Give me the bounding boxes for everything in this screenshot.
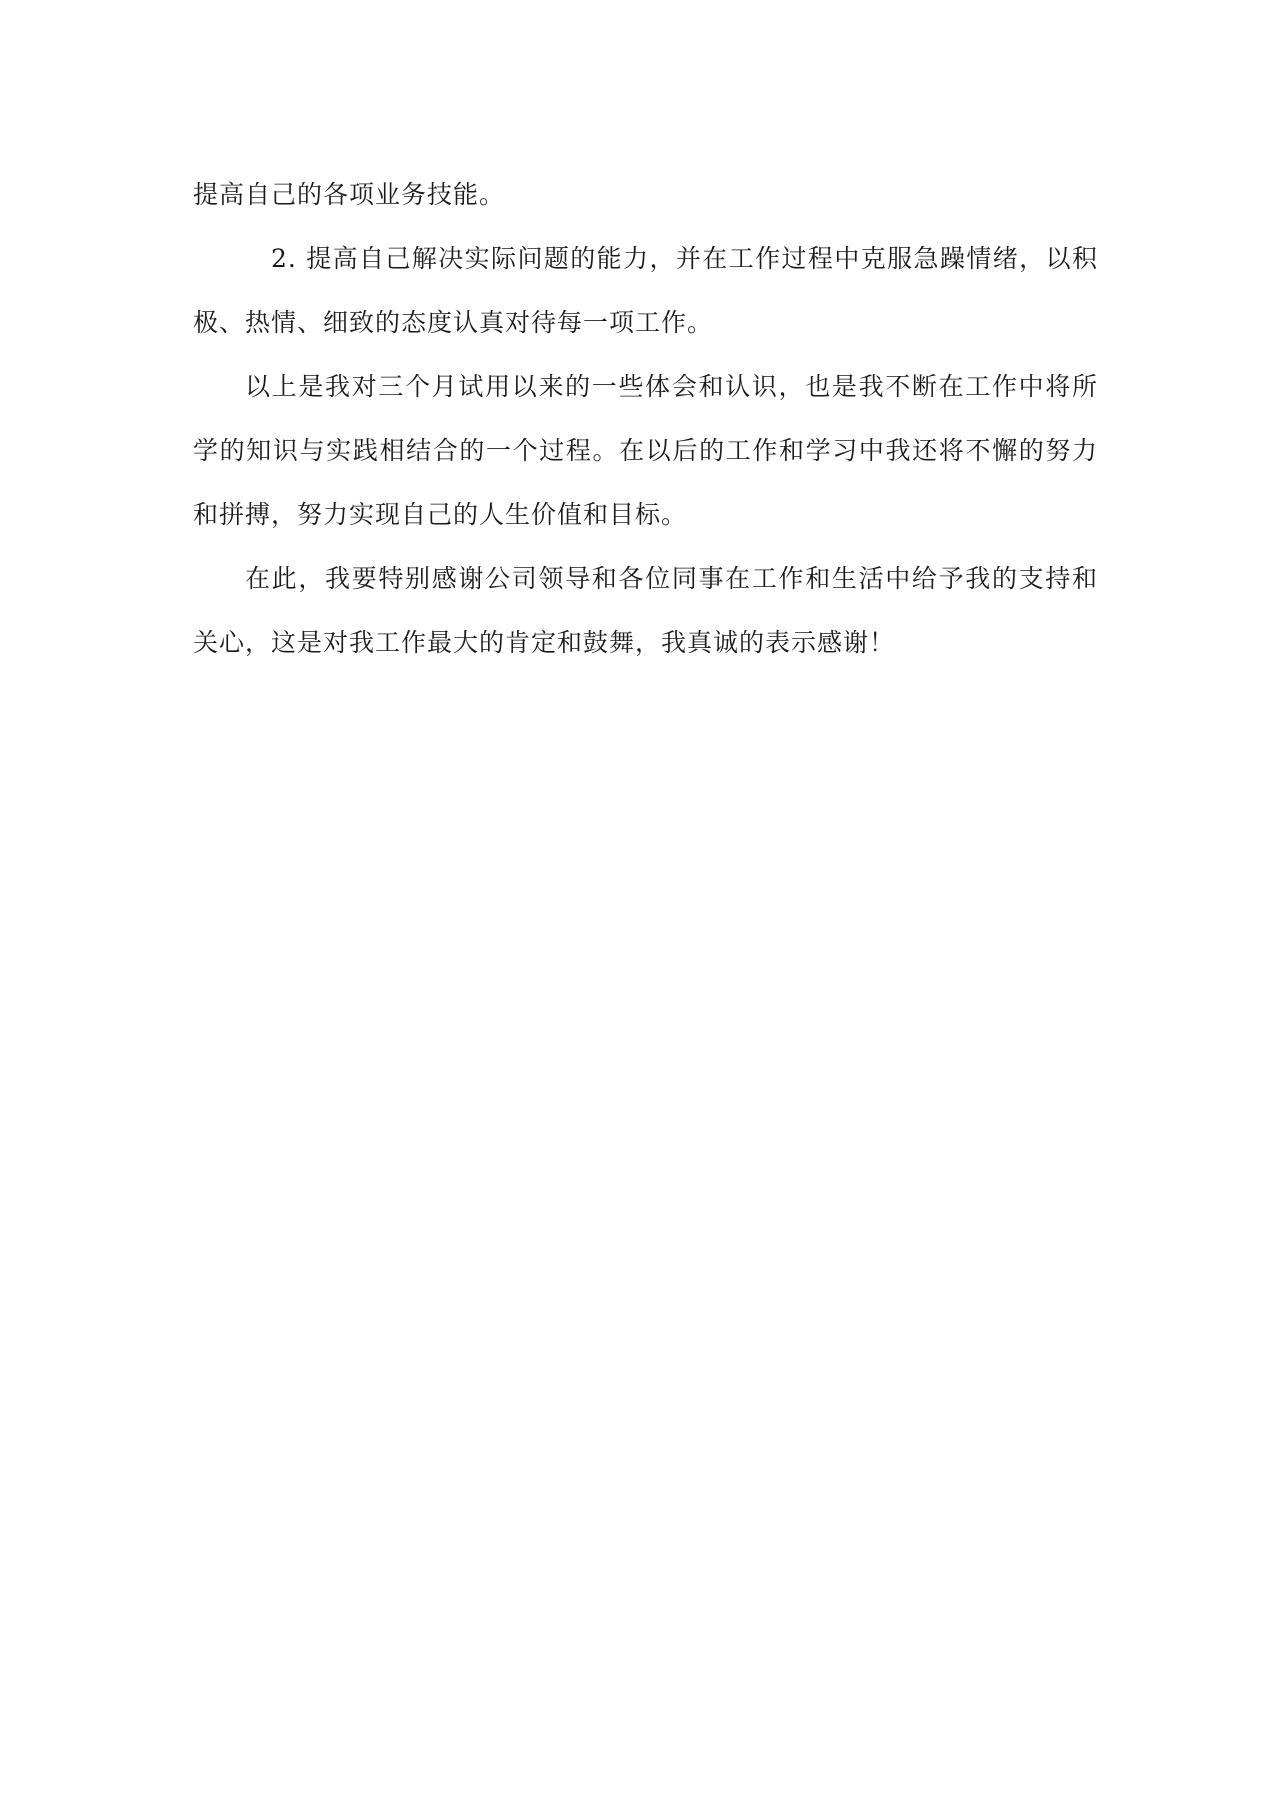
list-item-2: 2. 提高自己解决实际问题的能力，并在工作过程中克服急躁情绪，以积极、热情、细致的态度认真对待每一项工作。 [193,244,1098,337]
document-body [193,163,1098,675]
paragraph-thanks: 在此，我要特别感谢公司领导和各位同事在工作和生活中给予我的支持和关心，这是对我工作最大的肯定和鼓舞，我真诚的表示感谢！ [193,564,1098,657]
paragraph-continuation: 提高自己的各项业务技能。 [193,180,506,209]
paragraph-summary: 以上是我对三个月试用以来的一些体会和认识，也是我不断在工作中将所学的知识与实践相结合的一个过程。在以后的工作和学习中我还将不懈的努力和拼搏，努力实现自己的人生价值和目标。 [193,372,1098,529]
